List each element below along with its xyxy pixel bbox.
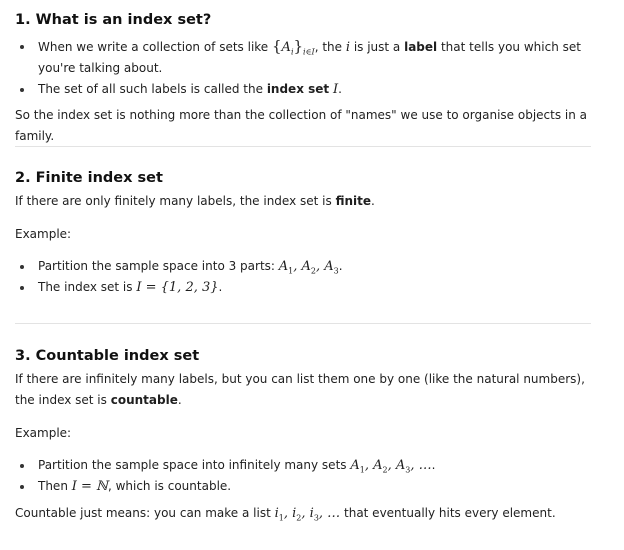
text: . bbox=[218, 280, 223, 294]
list-item bbox=[15, 277, 595, 298]
math-i: i bbox=[345, 40, 350, 55]
text: that tells you which set you're talking about. bbox=[38, 40, 581, 75]
section-2-list bbox=[15, 256, 595, 298]
text: , the bbox=[314, 40, 346, 54]
divider bbox=[15, 146, 591, 147]
list-item bbox=[15, 256, 595, 277]
example-label: Example: bbox=[15, 426, 72, 440]
math-sets: $A_1$, $A_2$, $A_3$ bbox=[278, 259, 339, 276]
bold-text: countable bbox=[110, 393, 178, 407]
section-3-list bbox=[15, 455, 595, 497]
section-1-list bbox=[15, 36, 595, 100]
bold-text: label bbox=[404, 40, 438, 54]
section-finite bbox=[15, 170, 595, 298]
divider bbox=[15, 323, 591, 324]
text: When we write a collection of sets like bbox=[38, 40, 272, 54]
text: . bbox=[338, 259, 343, 273]
section-countable bbox=[15, 348, 595, 524]
math-family: $\{A_i\}_{i\in I}$ bbox=[272, 37, 315, 57]
text: Partition the sample space into 3 parts: bbox=[38, 259, 279, 273]
text: If there are only finitely many labels, the index set is bbox=[15, 194, 336, 208]
text: Partition the sample space into infinitely many sets bbox=[38, 458, 351, 472]
text: The index set is bbox=[38, 280, 137, 294]
text: is just a bbox=[350, 40, 405, 54]
text: If there are infinitely many labels, but you can list them one by one (like the natural numbers), the index set is bbox=[15, 372, 585, 407]
text: . bbox=[431, 458, 436, 472]
text: , which is countable. bbox=[107, 479, 232, 493]
math-list: $i_1$, $i_2$, $i_3$, … bbox=[274, 506, 341, 523]
section-index-set bbox=[15, 12, 595, 147]
list-item bbox=[15, 455, 595, 476]
section-1-summary: So the index set is nothing more than the collection of "names" we use to organise objects in a family. bbox=[15, 108, 588, 143]
section-2-paragraph bbox=[15, 191, 595, 212]
bold-text: finite bbox=[335, 194, 372, 208]
bold-text: index set bbox=[266, 82, 330, 96]
text: . bbox=[177, 393, 182, 407]
math-I: I bbox=[332, 82, 339, 97]
list-item bbox=[15, 79, 595, 100]
list-item bbox=[15, 476, 595, 497]
math-naturals: I = ℕ bbox=[71, 479, 108, 494]
text: that eventually hits every element. bbox=[340, 506, 556, 520]
math-index-set: I = {1, 2, 3} bbox=[136, 280, 219, 295]
section-2-heading: 2. Finite index set bbox=[15, 170, 163, 186]
section-3-closing bbox=[15, 503, 595, 524]
section-3-heading: 3. Countable index set bbox=[15, 348, 200, 364]
section-3-paragraph bbox=[15, 369, 595, 411]
text: Countable just means: you can make a list bbox=[15, 506, 275, 520]
text: . bbox=[338, 82, 342, 96]
list-item bbox=[15, 36, 595, 79]
example-label: Example: bbox=[15, 227, 72, 241]
math-sets: $A_1$, $A_2$, $A_3$, … bbox=[350, 458, 432, 475]
text: The set of all such labels is called the bbox=[38, 82, 267, 96]
text: . bbox=[371, 194, 375, 208]
section-1-heading: 1. What is an index set? bbox=[15, 12, 212, 28]
text: Then bbox=[38, 479, 72, 493]
